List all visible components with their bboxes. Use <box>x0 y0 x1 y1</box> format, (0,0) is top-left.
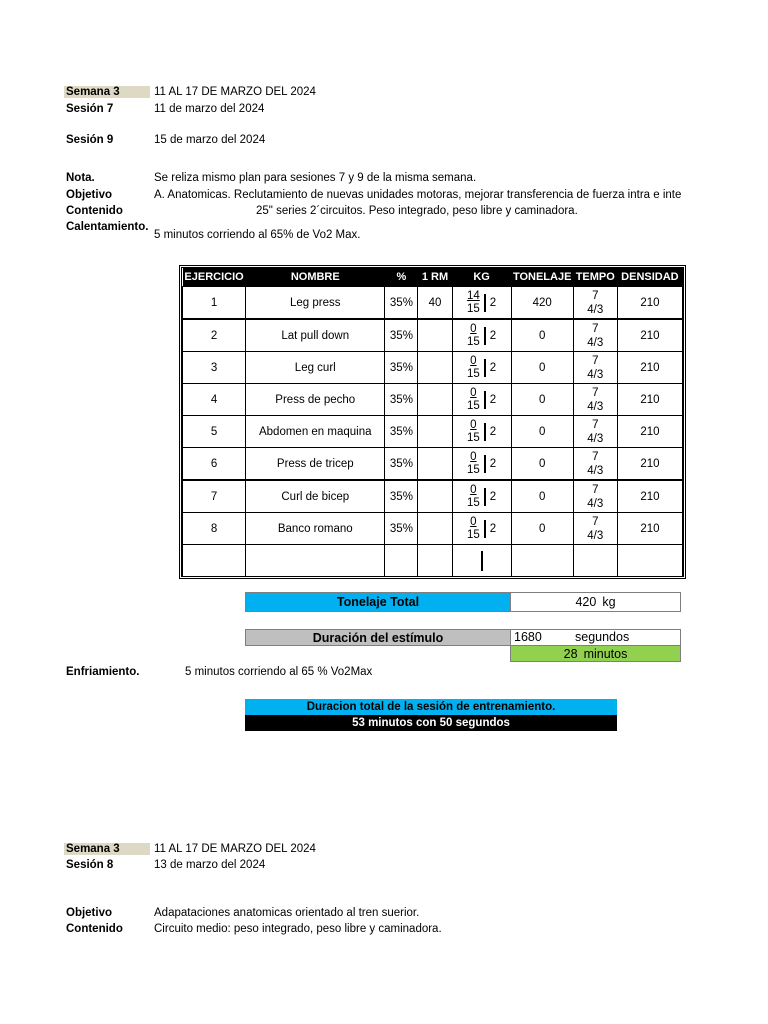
cell-nombre: Banco romano <box>246 513 385 545</box>
cell-ejercicio: 8 <box>183 513 246 545</box>
objetivo2-label: Objetivo <box>66 907 113 919</box>
kg-denominator: 15 <box>466 496 480 509</box>
cell-nombre: Abdomen en maquina <box>246 416 385 448</box>
cell-porcentaje: 35% <box>385 319 418 352</box>
tempo-bottom: 4/3 <box>587 529 604 542</box>
tempo-top: 7 <box>592 515 599 528</box>
sesion8-value: 13 de marzo del 2024 <box>154 859 266 871</box>
kg-denominator: 15 <box>466 335 480 348</box>
table-row <box>183 480 683 513</box>
tempo-top: 7 <box>592 322 599 335</box>
tempo-bottom: 4/3 <box>587 432 604 445</box>
cell-densidad: 210 <box>617 513 682 545</box>
tempo-top: 7 <box>592 386 599 399</box>
cell-tonelaje: 0 <box>511 319 573 352</box>
duracion-seconds: 1680 <box>514 630 542 644</box>
calentamiento-value: 5 minutos corriendo al 65% de Vo2 Max. <box>154 229 361 241</box>
duracion-label <box>245 629 511 646</box>
cell-empty <box>573 545 617 577</box>
cell-empty <box>183 545 246 577</box>
kg-numerator: 0 <box>470 386 477 399</box>
kg-numerator: 0 <box>470 322 477 335</box>
kg-numerator: 0 <box>470 354 477 367</box>
divider-bar <box>484 520 486 538</box>
cell-kg <box>452 287 511 320</box>
calentamiento-label: Calentamiento. <box>66 221 149 233</box>
enfriamiento-label: Enfriamiento. <box>66 666 140 678</box>
cell-tonelaje: 0 <box>511 480 573 513</box>
kg-side: 2 <box>489 393 497 406</box>
objetivo2-value: Adapataciones anatomicas orientado al tren suerior. <box>154 907 420 919</box>
contenido-value: 25" series 2´circuitos. Peso integrado, peso libre y caminadora. <box>256 205 578 217</box>
kg-numerator: 0 <box>470 515 477 528</box>
cell-nombre: Lat pull down <box>246 319 385 352</box>
cell-densidad: 210 <box>617 448 682 481</box>
cell-tonelaje: 0 <box>511 416 573 448</box>
table-row <box>183 352 683 384</box>
cell-porcentaje: 35% <box>385 287 418 320</box>
cell-1rm <box>418 384 452 416</box>
tempo-top: 7 <box>592 418 599 431</box>
kg-denominator: 15 <box>466 302 480 315</box>
cell-nombre: Leg curl <box>246 352 385 384</box>
divider-bar <box>481 551 483 571</box>
duracion-seconds-box <box>510 629 681 646</box>
cell-kg <box>452 352 511 384</box>
cell-porcentaje: 35% <box>385 384 418 416</box>
duracion-total-title-text: Duracion total de la sesión de entrenamiento. <box>306 701 556 713</box>
cell-nombre: Press de pecho <box>246 384 385 416</box>
divider-bar <box>484 423 486 441</box>
semana2-value: 11 AL 17 DE MARZO DEL 2024 <box>154 843 316 855</box>
divider-bar <box>484 294 486 312</box>
cell-tempo <box>573 448 617 481</box>
divider-bar <box>484 327 486 345</box>
sesion9-label: Sesión 9 <box>66 134 114 146</box>
kg-side: 2 <box>489 457 497 470</box>
duracion-minutes-unit: minutos <box>583 646 628 661</box>
kg-numerator: 14 <box>466 289 480 302</box>
kg-side: 2 <box>489 296 497 309</box>
kg-denominator: 15 <box>466 399 480 412</box>
cell-densidad: 210 <box>617 352 682 384</box>
cell-tonelaje: 0 <box>511 448 573 481</box>
semana-label: Semana 3 <box>64 86 150 98</box>
cell-ejercicio: 6 <box>183 448 246 481</box>
header-densidad: DENSIDAD <box>617 268 682 287</box>
cell-porcentaje: 35% <box>385 352 418 384</box>
cell-tempo <box>573 352 617 384</box>
cell-1rm <box>418 480 452 513</box>
kg-numerator: 0 <box>470 483 477 496</box>
table-row <box>183 448 683 481</box>
cell-tempo <box>573 384 617 416</box>
divider-bar <box>484 391 486 409</box>
enfriamiento-value: 5 minutos corriendo al 65 % Vo2Max <box>185 666 373 678</box>
table-header-row <box>183 268 683 287</box>
cell-porcentaje: 35% <box>385 480 418 513</box>
cell-kg <box>452 319 511 352</box>
table-row <box>183 384 683 416</box>
cell-porcentaje: 35% <box>385 416 418 448</box>
semana-value: 11 AL 17 DE MARZO DEL 2024 <box>154 86 316 98</box>
cell-densidad: 210 <box>617 416 682 448</box>
cell-nombre: Curl de bicep <box>246 480 385 513</box>
cell-densidad: 210 <box>617 287 682 320</box>
contenido2-label: Contenido <box>66 923 123 935</box>
cell-1rm <box>418 352 452 384</box>
cell-ejercicio: 4 <box>183 384 246 416</box>
duracion-total-value-text: 53 minutos con 50 segundos <box>352 717 510 729</box>
header-1rm: 1 RM <box>418 268 452 287</box>
cell-ejercicio: 1 <box>183 287 246 320</box>
cell-tempo <box>573 416 617 448</box>
tempo-bottom: 4/3 <box>587 336 604 349</box>
cell-empty <box>385 545 418 577</box>
tempo-top: 7 <box>592 354 599 367</box>
contenido2-value: Circuito medio: peso integrado, peso libre y caminadora. <box>154 923 442 935</box>
cell-1rm <box>418 416 452 448</box>
divider-bar <box>484 488 486 506</box>
tempo-bottom: 4/3 <box>587 464 604 477</box>
table-row <box>183 513 683 545</box>
cell-1rm <box>418 319 452 352</box>
cell-tonelaje: 420 <box>511 287 573 320</box>
cell-kg <box>452 448 511 481</box>
cell-porcentaje: 35% <box>385 448 418 481</box>
duracion-text: Duración del estímulo <box>312 630 444 645</box>
duracion-minutes: 28 <box>563 646 578 661</box>
cell-empty <box>246 545 385 577</box>
kg-numerator: 0 <box>470 418 477 431</box>
cell-1rm: 40 <box>418 287 452 320</box>
tempo-top: 7 <box>592 289 599 302</box>
cell-porcentaje: 35% <box>385 513 418 545</box>
objetivo-value: A. Anatomicas. Reclutamiento de nuevas unidades motoras, mejorar transferencia de fuerza intra e inte <box>154 189 682 201</box>
cell-ejercicio: 7 <box>183 480 246 513</box>
header-ejercicio: EJERCICIO <box>183 268 246 287</box>
cell-tempo <box>573 319 617 352</box>
tempo-top: 7 <box>592 483 599 496</box>
kg-side: 2 <box>489 490 497 503</box>
kg-denominator: 15 <box>466 431 480 444</box>
cell-tonelaje: 0 <box>511 513 573 545</box>
cell-tempo <box>573 513 617 545</box>
cell-nombre: Press de tricep <box>246 448 385 481</box>
header-porcentaje: % <box>385 268 418 287</box>
kg-numerator: 0 <box>470 450 477 463</box>
kg-side: 2 <box>489 425 497 438</box>
sesion7-value: 11 de marzo del 2024 <box>154 103 265 115</box>
cell-empty <box>418 545 452 577</box>
kg-denominator: 15 <box>466 528 480 541</box>
tonelaje-value: 420 <box>575 595 597 609</box>
table-row-empty <box>183 545 683 577</box>
divider-bar <box>484 455 486 473</box>
divider-bar <box>484 359 486 377</box>
tempo-bottom: 4/3 <box>587 368 604 381</box>
kg-side: 2 <box>489 329 497 342</box>
header-nombre: NOMBRE <box>246 268 385 287</box>
contenido-label: Contenido <box>66 205 123 217</box>
kg-side: 2 <box>489 522 497 535</box>
cell-1rm <box>418 513 452 545</box>
cell-empty <box>511 545 573 577</box>
kg-denominator: 15 <box>466 367 480 380</box>
cell-1rm <box>418 448 452 481</box>
tempo-top: 7 <box>592 450 599 463</box>
sesion7-label: Sesión 7 <box>66 103 114 115</box>
cell-tonelaje: 0 <box>511 384 573 416</box>
tempo-bottom: 4/3 <box>587 400 604 413</box>
table-row <box>183 416 683 448</box>
cell-tempo <box>573 480 617 513</box>
cell-tempo <box>573 287 617 320</box>
header-kg: KG <box>452 268 511 287</box>
cell-kg <box>452 480 511 513</box>
header-tempo: TEMPO <box>573 268 617 287</box>
cell-densidad: 210 <box>617 480 682 513</box>
cell-tonelaje: 0 <box>511 352 573 384</box>
exercise-table <box>181 267 684 577</box>
duracion-total-value <box>245 715 617 731</box>
cell-densidad: 210 <box>617 319 682 352</box>
cell-kg <box>452 416 511 448</box>
tempo-bottom: 4/3 <box>587 497 604 510</box>
sesion8-label: Sesión 8 <box>66 859 114 871</box>
header-tonelaje: TONELAJE <box>511 268 573 287</box>
tonelaje-total-value <box>510 592 681 612</box>
objetivo-label: Objetivo <box>66 189 113 201</box>
duracion-total-title <box>245 699 617 715</box>
tempo-bottom: 4/3 <box>587 303 604 316</box>
tonelaje-unit: kg <box>602 595 616 609</box>
cell-densidad: 210 <box>617 384 682 416</box>
cell-ejercicio: 3 <box>183 352 246 384</box>
cell-empty <box>617 545 682 577</box>
table-row <box>183 319 683 352</box>
cell-kg <box>452 384 511 416</box>
cell-ejercicio: 2 <box>183 319 246 352</box>
duracion-seconds-unit: segundos <box>575 630 630 644</box>
sesion9-value: 15 de marzo del 2024 <box>154 134 266 146</box>
cell-ejercicio: 5 <box>183 416 246 448</box>
cell-kg <box>452 513 511 545</box>
nota-label: Nota. <box>66 172 95 184</box>
kg-side: 2 <box>489 361 497 374</box>
kg-denominator: 15 <box>466 463 480 476</box>
table-row <box>183 287 683 320</box>
cell-nombre: Leg press <box>246 287 385 320</box>
duracion-minutes-box <box>510 645 681 662</box>
nota-value: Se reliza mismo plan para sesiones 7 y 9 de la misma semana. <box>154 172 477 184</box>
cell-kg-empty <box>452 545 511 577</box>
tonelaje-total-text: Tonelaje Total <box>336 595 420 609</box>
semana2-label: Semana 3 <box>64 843 150 855</box>
tonelaje-total-label <box>245 592 511 612</box>
